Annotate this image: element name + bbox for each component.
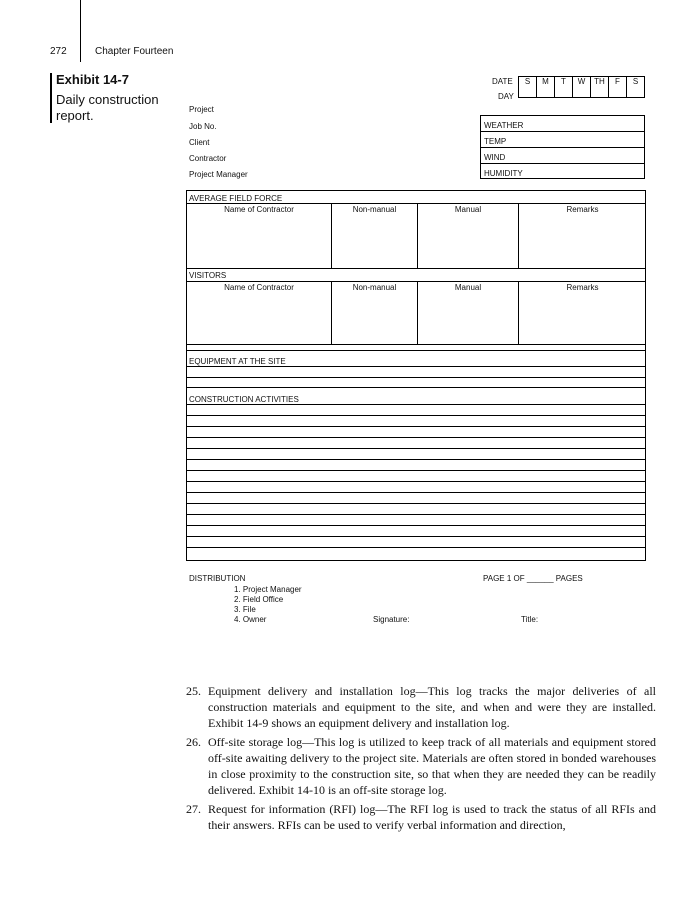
divider	[518, 203, 519, 268]
divider	[187, 525, 645, 526]
day-box: T	[555, 77, 573, 98]
day-box: S	[627, 77, 645, 98]
list-item	[186, 801, 656, 833]
col-remarks: Remarks	[566, 205, 599, 214]
divider	[187, 426, 645, 427]
signature-label: Signature:	[373, 615, 410, 624]
project-manager-field: Project Manager	[189, 170, 248, 179]
client-field: Client	[189, 138, 210, 147]
day-box: M	[537, 77, 555, 98]
col-remarks: Remarks	[566, 283, 599, 292]
divider	[187, 470, 645, 471]
job-no-field: Job No.	[189, 122, 217, 131]
divider	[187, 514, 645, 515]
divider	[187, 366, 645, 367]
report-form	[186, 190, 646, 561]
divider	[331, 203, 332, 268]
divider	[187, 503, 645, 504]
col-manual: Manual	[454, 205, 482, 214]
item-number: 26.	[186, 735, 201, 749]
distribution-item: 3. File	[234, 605, 256, 614]
col-contractor: Name of Contractor	[224, 283, 294, 292]
day-box: F	[609, 77, 627, 98]
divider	[187, 437, 645, 438]
distribution-item: 2. Field Office	[234, 595, 284, 604]
divider	[518, 281, 519, 344]
project-field: Project	[189, 105, 214, 114]
item-text: Request for information (RFI) log—The RFI log is used to track the status of all RFIs and their answers. RFIs can be used to verify verbal information and direction,	[208, 802, 656, 832]
temp-row: TEMP	[481, 132, 644, 148]
page-number: 272	[50, 46, 67, 57]
divider	[417, 281, 418, 344]
divider	[187, 268, 645, 269]
visitors-title: VISITORS	[189, 271, 227, 280]
contractor-field: Contractor	[189, 154, 227, 163]
divider	[187, 281, 645, 282]
divider	[187, 387, 645, 388]
day-box: S	[519, 77, 537, 98]
body-text	[186, 683, 656, 836]
weather-box	[480, 115, 645, 179]
header-rule	[80, 0, 81, 62]
list-item	[186, 683, 656, 731]
exhibit-bar	[50, 73, 52, 123]
divider	[187, 448, 645, 449]
distribution-item: 4. Owner	[234, 615, 267, 624]
divider	[187, 415, 645, 416]
divider	[187, 404, 645, 405]
col-non-manual: Non-manual	[352, 283, 397, 292]
divider	[187, 481, 645, 482]
col-contractor: Name of Contractor	[224, 205, 294, 214]
title-label: Title:	[521, 615, 539, 624]
field-force-title: AVERAGE FIELD FORCE	[189, 194, 283, 203]
day-of-week-boxes	[518, 76, 645, 98]
equipment-title: EQUIPMENT AT THE SITE	[189, 357, 286, 366]
divider	[187, 536, 645, 537]
day-label: DAY	[498, 92, 514, 101]
day-box: TH	[591, 77, 609, 98]
distribution-item: 1. Project Manager	[234, 585, 302, 594]
col-non-manual: Non-manual	[352, 205, 397, 214]
humidity-row: HUMIDITY	[484, 169, 523, 178]
item-text: Equipment delivery and installation log—This log tracks the major deliveries of all construction materials and equipment to the site, and when and were they are installed. Exhibit 14-9 shows an equipment delivery and installation log.	[208, 684, 656, 730]
date-label: DATE	[492, 77, 513, 86]
item-text: Off-site storage log—This log is utilized to keep track of all materials and equipment stored off-site awaiting delivery to the project site. Materials are often stored in bonded warehouses in close proximity to the construction site, so that when they are needed they can be readily delivered. Exhibit 14-10 is an off-site storage log.	[208, 735, 656, 797]
divider	[187, 492, 645, 493]
exhibit-caption: Daily construction report.	[56, 92, 159, 123]
list-item	[186, 734, 656, 798]
item-number: 27.	[186, 802, 201, 816]
divider	[187, 203, 645, 204]
divider	[187, 350, 645, 351]
item-number: 25.	[186, 684, 201, 698]
exhibit-title: Exhibit 14-7	[56, 72, 129, 87]
divider	[187, 344, 645, 345]
chapter-title: Chapter Fourteen	[95, 46, 174, 57]
page-count: PAGE 1 OF ______ PAGES	[483, 574, 583, 583]
divider	[187, 377, 645, 378]
distribution-title: DISTRIBUTION	[189, 574, 246, 583]
activities-title: CONSTRUCTION ACTIVITIES	[189, 395, 299, 404]
wind-row: WIND	[481, 148, 644, 164]
weather-row: WEATHER	[481, 116, 644, 132]
divider	[417, 203, 418, 268]
divider	[187, 547, 645, 548]
divider	[331, 281, 332, 344]
divider	[187, 459, 645, 460]
col-manual: Manual	[454, 283, 482, 292]
day-box: W	[573, 77, 591, 98]
